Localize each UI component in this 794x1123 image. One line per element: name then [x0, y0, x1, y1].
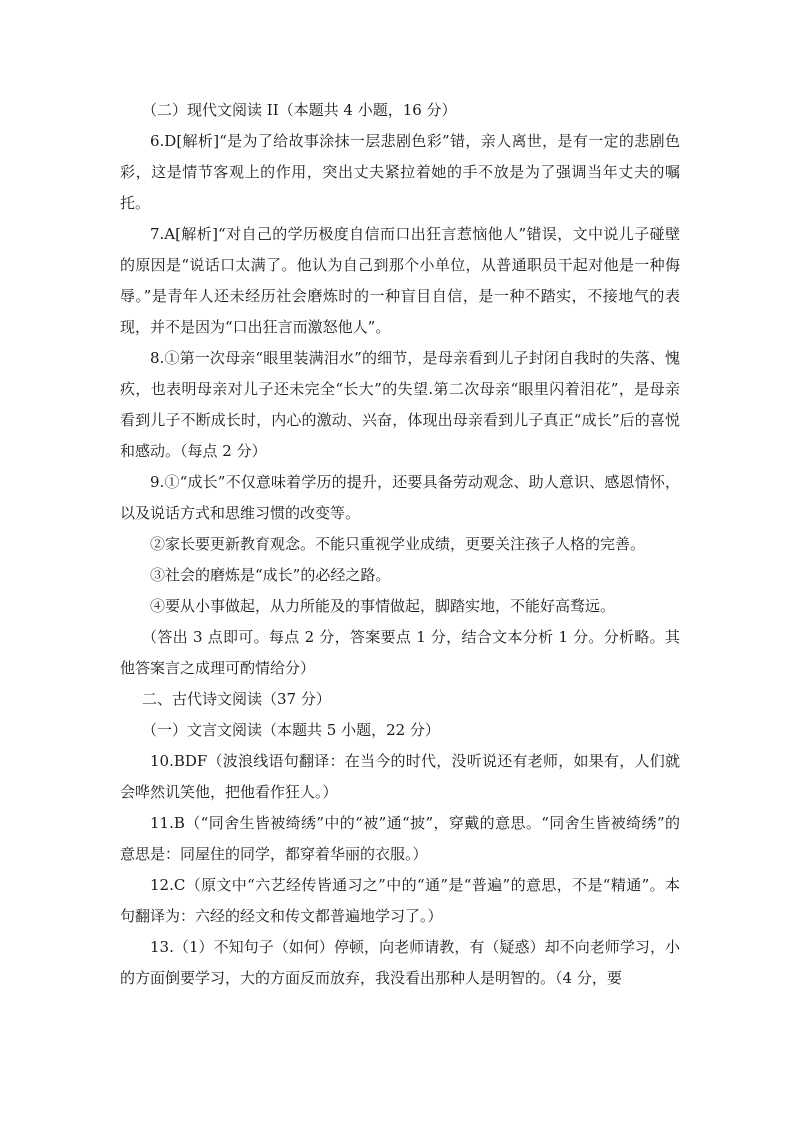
answer-8-paragraph: 8.①第一次母亲“眼里装满泪水”的细节，是母亲看到儿子封闭自我时的失落、愧疚，也表明母亲对儿子还未完全“长大”的失望.第二次母亲“眼里闪着泪花”，是母亲看到儿子不断成长时，内心的激动、兴奋，体现出母亲看到儿子真正“成长”后的喜悦和感动。（每点 2 分） — [120, 349, 680, 460]
answer-key-content — [120, 95, 680, 994]
section-heading-modern-reading-2: （二）现代文阅读 II（本题共 4 小题，16 分） — [142, 101, 457, 119]
answer-9-scoring-note: （答出 3 点即可。每点 2 分，答案要点 1 分，结合文本分析 1 分。分析略。其他答案言之成理可酌情给分） — [120, 628, 680, 677]
sub-heading-classical-prose: （一）文言文阅读（本题共 5 小题，22 分） — [142, 721, 440, 739]
answer-11-paragraph: 11.B（“同舍生皆被绮绣”中的“被”通“披”，穿戴的意思。“同舍生皆被绮绣”的意思是：同屋住的同学，都穿着华丽的衣服。） — [120, 814, 680, 863]
answer-9-point-4: ④要从小事做起，从力所能及的事情做起，脚踏实地，不能好高骛远。 — [150, 597, 616, 615]
answer-9-paragraph: 9.①“成长”不仅意味着学历的提升，还要具备劳动观念、助人意识、感恩情怀，以及说话方式和思维习惯的改变等。 — [120, 473, 680, 522]
answer-9-point-2: ②家长要更新教育观念。不能只重视学业成绩，更要关注孩子人格的完善。 — [150, 535, 646, 553]
answer-10-paragraph: 10.BDF（波浪线语句翻译：在当今的时代，没听说还有老师，如果有，人们就会哗然讥笑他，把他看作狂人。） — [120, 752, 680, 801]
answer-7-paragraph: 7.A[解析]“对自己的学历极度自信而口出狂言惹恼他人”错误，文中说儿子碰壁的原因是“说话口太满了。他认为自己到那个小单位，从普通职员干起对他是一种侮辱。”是青年人还未经历社会磨炼时的一种盲目自信，是一种不踏实，不接地气的表现，并不是因为“口出狂言而激怒他人”。 — [120, 225, 680, 336]
answer-9-point-3: ③社会的磨炼是“成长”的必经之路。 — [150, 566, 391, 584]
answer-6-paragraph: 6.D[解析]“是为了给故事涂抹一层悲剧色彩”错，亲人离世，是有一定的悲剧色彩，这是情节客观上的作用，突出丈夫紧拉着她的手不放是为了强调当年丈夫的嘱托。 — [120, 132, 680, 212]
answer-12-paragraph: 12.C（原文中“六艺经传皆通习之”中的“通”是“普遍”的意思，不是“精通”。本句翻译为：六经的经文和传文都普遍地学习了。） — [120, 876, 680, 925]
answer-13-paragraph: 13.（1）不知句子（如何）停顿，向老师请教，有（疑惑）却不向老师学习，小的方面倒要学习，大的方面反而放弃，我没看出那种人是明智的。（4 分，要 — [120, 938, 680, 987]
section-heading-classical-reading: 二、古代诗文阅读（37 分） — [142, 690, 331, 708]
